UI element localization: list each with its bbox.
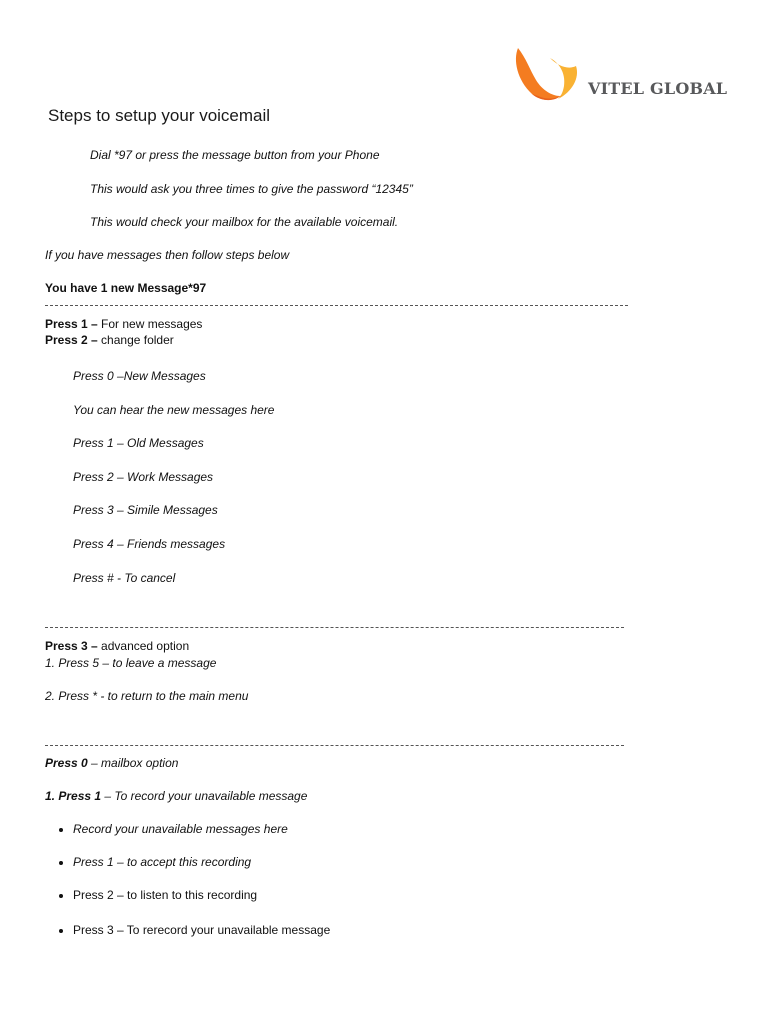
bullet-1 [59,828,63,832]
divider-line-1 [45,305,628,306]
bullet-3 [59,894,63,898]
bullet-4 [59,929,63,933]
divider-line-2 [45,627,624,628]
advanced-item-2: 2. Press * - to return to the main menu [45,689,249,703]
advanced-item-1: 1. Press 5 – to leave a message [45,656,217,670]
vitel-global-logo [512,44,732,106]
main-option-1 [45,317,202,331]
mailbox-bullet-2: Press 1 – to accept this recording [73,855,252,869]
mailbox-option-key: Press 0 [45,756,88,770]
vitel-logo-mark-icon [512,44,584,106]
mailbox-sub-text: – To record your unavailable message [101,789,308,803]
advanced-option-key: Press 3 – [45,639,98,653]
main-option-2 [45,333,174,347]
if-messages-text: If you have messages then follow steps below [45,248,290,262]
mailbox-option-text: – mailbox option [87,756,179,770]
mailbox-sub-key: 1. Press 1 [45,789,102,803]
main-option-1-text: For new messages [97,317,203,331]
main-option-2-key: Press 2 – [45,333,98,347]
intro-step-2: This would ask you three times to give the password “12345” [90,182,413,196]
new-message-heading: You have 1 new Message*97 [45,281,207,295]
mailbox-bullet-1: Record your unavailable messages here [73,822,288,836]
folder-option-friends: Press 4 – Friends messages [73,537,226,551]
advanced-option [45,639,189,653]
mailbox-bullet-4: Press 3 – To rerecord your unavailable message [73,923,331,937]
mailbox-sub-option [45,789,307,803]
bullet-2 [59,861,63,865]
page-title: Steps to setup your voicemail [48,106,271,125]
advanced-option-text: advanced option [97,639,190,653]
intro-step-1: Dial *97 or press the message button from your Phone [90,148,380,162]
logo-wordmark: VITEL GLOBAL [588,79,728,98]
folder-option-cancel: Press # - To cancel [73,571,176,585]
divider-line-3 [45,745,624,746]
folder-option-hear: You can hear the new messages here [73,403,275,417]
folder-option-old: Press 1 – Old Messages [73,436,204,450]
mailbox-bullet-3: Press 2 – to listen to this recording [73,888,258,902]
main-option-1-key: Press 1 – [45,317,98,331]
folder-option-simile: Press 3 – Simile Messages [73,503,218,517]
folder-option-new: Press 0 –New Messages [73,369,206,383]
intro-step-3: This would check your mailbox for the available voicemail. [90,215,399,229]
folder-option-work: Press 2 – Work Messages [73,470,214,484]
mailbox-option [45,756,178,770]
main-option-2-text: change folder [97,333,174,347]
